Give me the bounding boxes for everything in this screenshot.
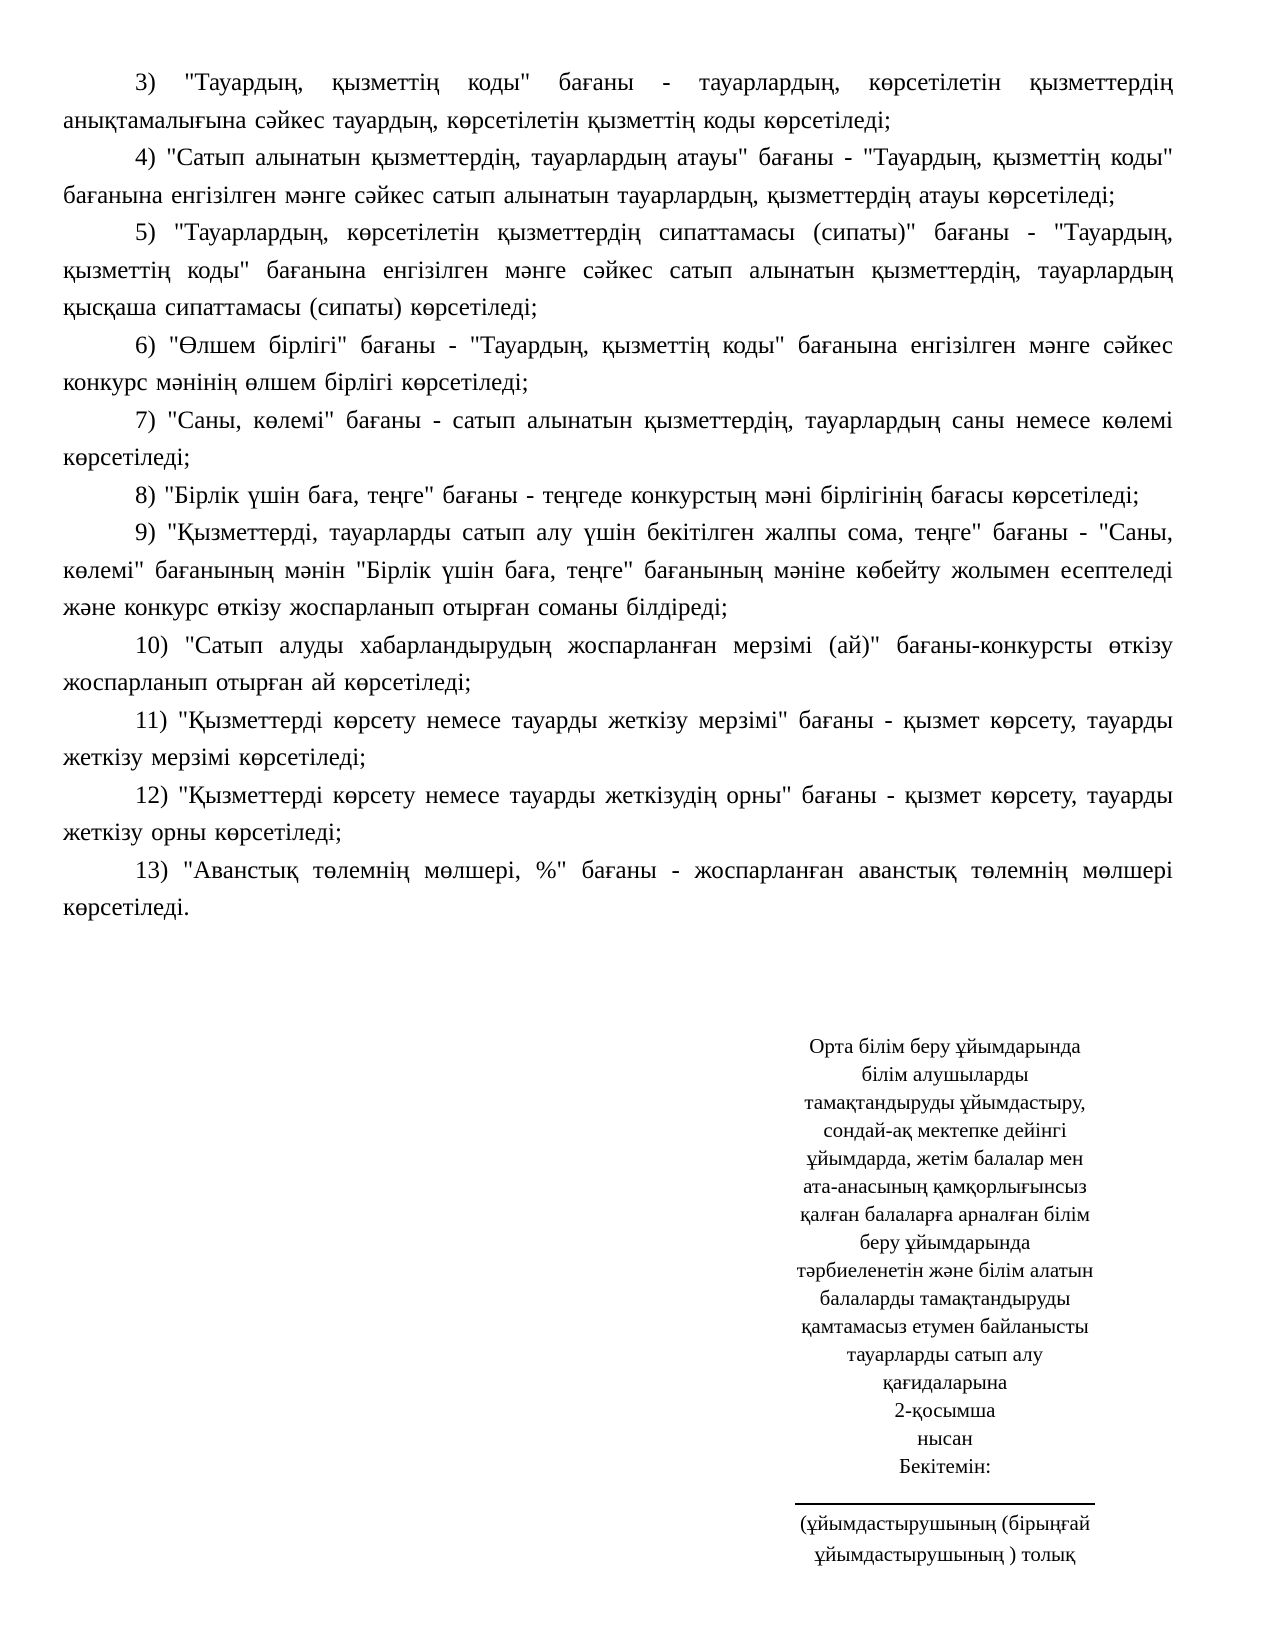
- appendix-line: ата-анасының қамқорлығынсыз: [803, 1174, 1087, 1198]
- paragraph-12: 12) "Қызметтерді көрсету немесе тауарды жеткізудің орны" бағаны - қызмет көрсету, тауарды жеткізу орны көрсетіледі;: [63, 781, 1173, 846]
- appendix-line: қалған балаларға арналған білім: [800, 1202, 1090, 1226]
- appendix-line: тәрбиеленетін және білім алатын: [796, 1258, 1094, 1282]
- paragraph-7: 7) "Саны, көлемі" бағаны - сатып алынатын қызметтердің, тауарлардың саны немесе көлемі көрсетіледі;: [63, 406, 1173, 471]
- appendix-line: ұйымдарда, жетім балалар мен: [806, 1146, 1084, 1170]
- appendix-line: қағидаларына: [882, 1370, 1008, 1394]
- signature-caption-line: ұйымдастырушының ) толық: [814, 1542, 1076, 1566]
- paragraph-8: 8) "Бірлік үшін баға, теңге" бағаны - теңгеде конкурстың мәні бірлігінің бағасы көрсетіледі;: [135, 481, 1140, 509]
- appendix-form-label: нысан: [917, 1426, 973, 1450]
- appendix-annex-number: 2-қосымша: [894, 1398, 996, 1422]
- appendix-line: қамтамасыз етумен байланысты: [801, 1314, 1089, 1338]
- paragraph-4: 4) "Сатып алынатын қызметтердің, тауарлардың атауы" бағаны - "Тауардың, қызметтің коды" бағанына енгізілген мәнге сәйкес сатып алынатын тауарлардың, қызметтердің атауы көрсетіледі;: [63, 144, 1173, 209]
- document-body: [63, 64, 1173, 927]
- paragraph-6: 6) "Өлшем бірлігі" бағаны - "Тауардың, қызметтің коды" бағанына енгізілген мәнге сәйкес конкурс мәнінің өлшем бірлігі көрсетіледі;: [63, 331, 1173, 396]
- appendix-line: білім алушыларды: [861, 1062, 1029, 1086]
- paragraph-10: 10) "Сатып алуды хабарландырудың жоспарланған мерзімі (ай)" бағаны-конкурсты өткізу жоспарланып отырған ай көрсетіледі;: [63, 631, 1173, 696]
- paragraph-9: 9) "Қызметтерді, тауарларды сатып алу үшін бекітілген жалпы сома, теңге" бағаны - "Саны, көлемі" бағанының мәнін "Бірлік үшін баға, теңге" бағанының мәніне көбейту жолымен есептеледі және конкурс өткізу жоспарланып отырған соманы білдіреді;: [63, 519, 1173, 621]
- paragraph-11: 11) "Қызметтерді көрсету немесе тауарды жеткізу мерзімі" бағаны - қызмет көрсету, тауарды жеткізу мерзімі көрсетіледі;: [63, 706, 1173, 771]
- paragraph-13: 13) "Аванстық төлемнің мөлшері, %" бағаны - жоспарланған аванстық төлемнің мөлшері көрсетіледі.: [63, 856, 1173, 921]
- signature-line: [795, 1503, 1095, 1505]
- appendix-block: [762, 1032, 1128, 1570]
- appendix-line: балаларды тамақтандыруды: [819, 1286, 1071, 1310]
- appendix-line: беру ұйымдарында: [859, 1230, 1031, 1254]
- paragraph-5: 5) "Тауарлардың, көрсетілетін қызметтердің сипаттамасы (сипаты)" бағаны - "Тауардың, қызметтің коды" бағанына енгізілген мәнге сәйкес сатып алынатын қызметтердің, тауарлардың қысқаша сипаттамасы (сипаты) көрсетіледі;: [63, 219, 1173, 321]
- paragraph-3: 3) "Тауардың, қызметтің коды" бағаны - тауарлардың, көрсетілетін қызметтердің анықтамалығына сәйкес тауардың, көрсетілетін қызметтің коды көрсетіледі;: [63, 69, 1173, 134]
- appendix-line: тауарларды сатып алу: [846, 1342, 1044, 1366]
- appendix-approve-label: Бекітемін:: [898, 1454, 992, 1478]
- appendix-line: тамақтандыруды ұйымдастыру,: [804, 1090, 1086, 1114]
- signature-caption-line: (ұйымдастырушының (бірыңғай: [799, 1511, 1091, 1535]
- appendix-line: Орта білім беру ұйымдарында: [809, 1034, 1081, 1058]
- appendix-line: сондай-ақ мектепке дейінгі: [823, 1118, 1067, 1142]
